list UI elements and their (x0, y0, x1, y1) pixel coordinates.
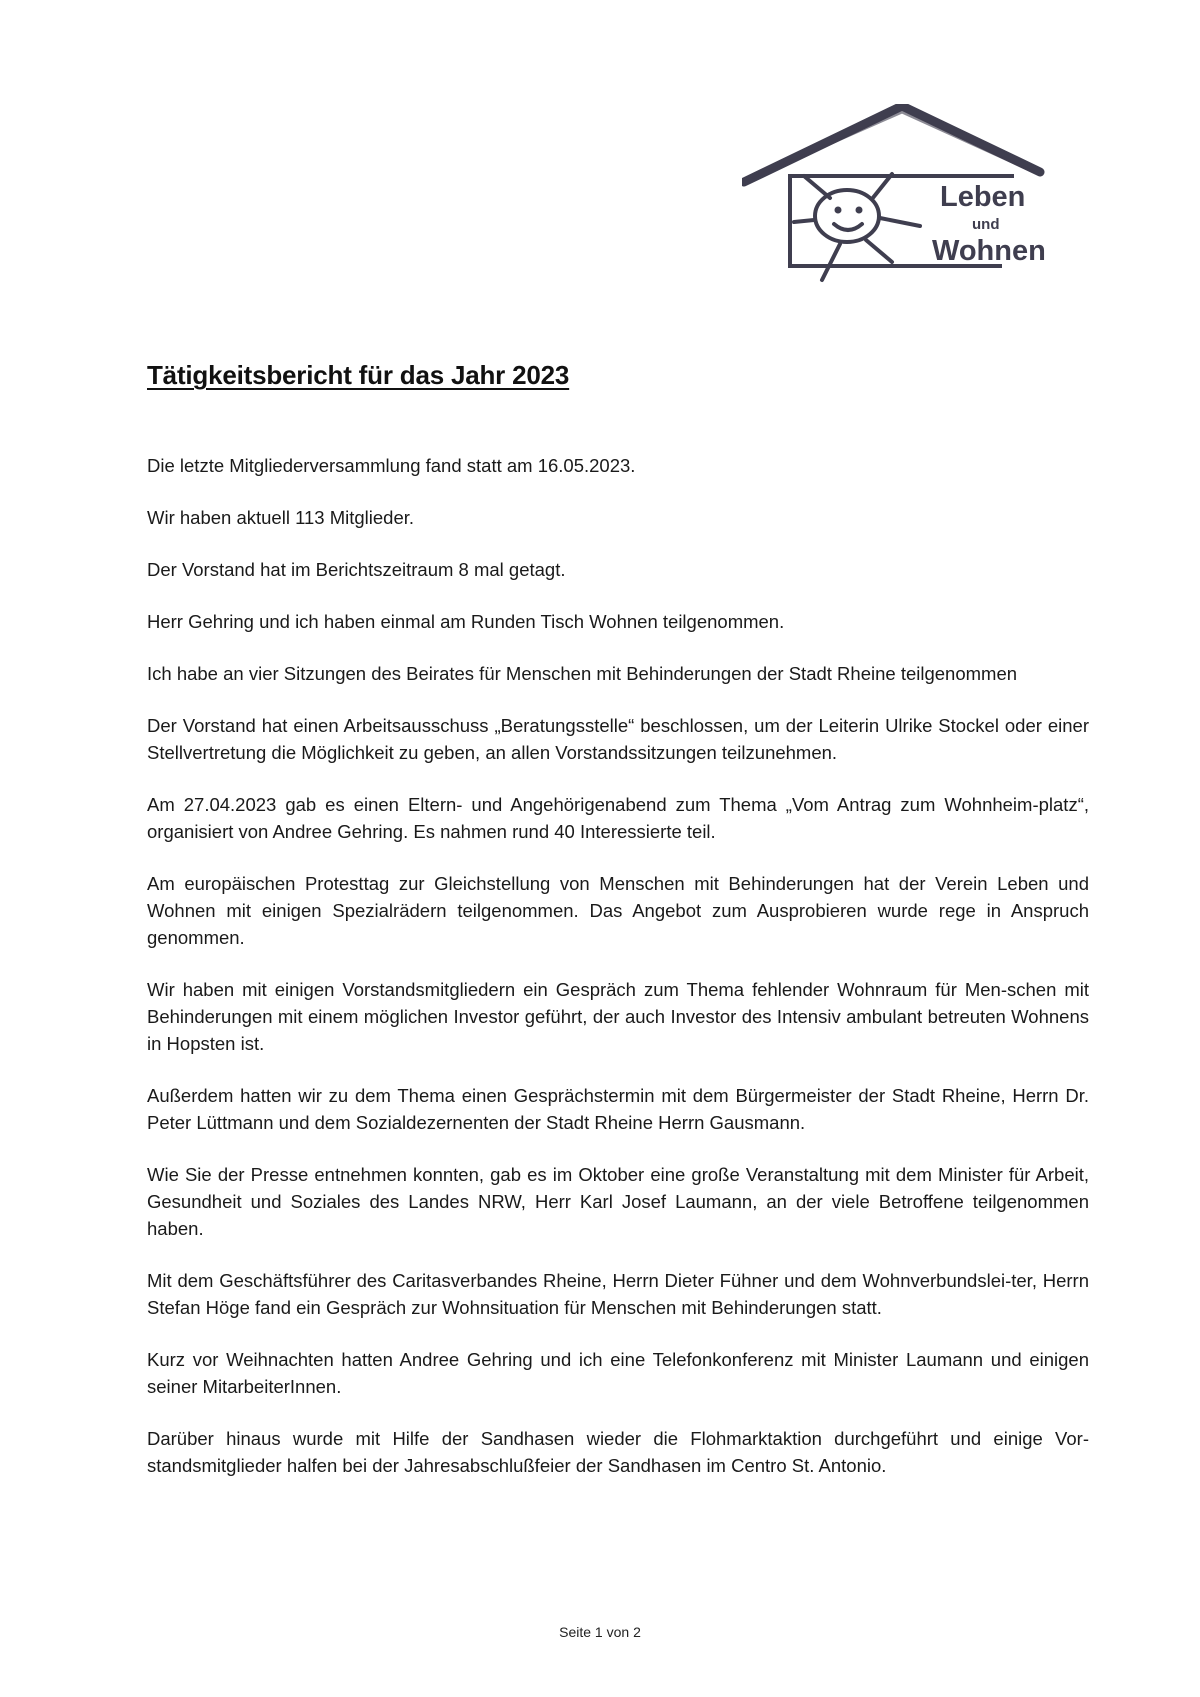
paragraph-advisory-board: Ich habe an vier Sitzungen des Beirates für Menschen mit Behinderungen der Stadt Rheine teilgenommen (147, 663, 1018, 684)
paragraph-protest-day: Am europäischen Protesttag zur Gleichstellung von Menschen mit Behinderungen hat der Verein Leben und Wohnen mit einigen Spezialrädern teilgenommen. Das Angebot zum Ausprobieren wurde rege in Anspruch genommen. (147, 873, 1089, 948)
house-sun-logo-icon (742, 104, 1082, 296)
paragraph-investor-talk: Wir haben mit einigen Vorstandsmitgliedern ein Gespräch zum Thema fehlender Wohnraum für Men-schen mit Behinderungen mit einem möglichen Investor geführt, der auch Investor des Intensiv ambulant betreuten Wohnens in Hopsten ist. (147, 979, 1089, 1054)
paragraph-round-table: Herr Gehring und ich haben einmal am Runden Tisch Wohnen teilgenommen. (147, 611, 785, 632)
paragraph-minister-event: Wie Sie der Presse entnehmen konnten, gab es im Oktober eine große Veranstaltung mit dem Minister für Arbeit, Gesundheit und Soziales des Landes NRW, Herr Karl Josef Laumann, an der viele Betroffene teilgenommen haben. (147, 1164, 1089, 1239)
paragraph-parents-evening: Am 27.04.2023 gab es einen Eltern- und Angehörigenabend zum Thema „Vom Antrag zum Wohnheim-platz“, organisiert von Andree Gehring. Es nahmen rund 40 Interessierte teil. (147, 794, 1089, 842)
logo-text-und: und (972, 216, 1000, 233)
leben-und-wohnen-logo (742, 104, 1082, 296)
paragraph-mayor-meeting: Außerdem hatten wir zu dem Thema einen Gesprächstermin mit dem Bürgermeister der Stadt Rheine, Herrn Dr. Peter Lüttmann und dem Sozialdezernenten der Stadt Rheine Herrn Gausmann. (147, 1085, 1089, 1133)
paragraph-flea-market: Darüber hinaus wurde mit Hilfe der Sandhasen wieder die Flohmarktaktion durchgeführt und einige Vor-standsmitglieder halfen bei der Jahresabschlußfeier der Sandhasen im Centro St. Antonio. (147, 1428, 1089, 1476)
paragraph-caritas-talk: Mit dem Geschäftsführer des Caritasverbandes Rheine, Herrn Dieter Fühner und dem Wohnverbundslei-ter, Herrn Stefan Höge fand ein Gespräch zur Wohnsituation für Menschen mit Behinderungen statt. (147, 1270, 1089, 1318)
report-title: Tätigkeitsbericht für das Jahr 2023 (147, 360, 570, 390)
page-number: Seite 1 von 2 (559, 1624, 641, 1640)
paragraph-working-committee: Der Vorstand hat einen Arbeitsausschuss „Beratungsstelle“ beschlossen, um der Leiterin Ulrike Stockel oder einer Stellvertretung die Möglichkeit zu geben, an allen Vorstandssitzungen teilzunehmen. (147, 715, 1089, 763)
report-body (147, 452, 1089, 1504)
paragraph-last-meeting: Die letzte Mitgliederversammlung fand statt am 16.05.2023. (147, 455, 636, 476)
paragraph-board-meetings: Der Vorstand hat im Berichtszeitraum 8 mal getagt. (147, 559, 566, 580)
paragraph-phone-conference: Kurz vor Weihnachten hatten Andree Gehring und ich eine Telefonkonferenz mit Minister Laumann und einigen seiner MitarbeiterInnen. (147, 1349, 1089, 1397)
logo-text-wohnen: Wohnen (932, 235, 1046, 267)
paragraph-member-count: Wir haben aktuell 113 Mitglieder. (147, 507, 415, 528)
logo-text-leben: Leben (940, 181, 1026, 213)
